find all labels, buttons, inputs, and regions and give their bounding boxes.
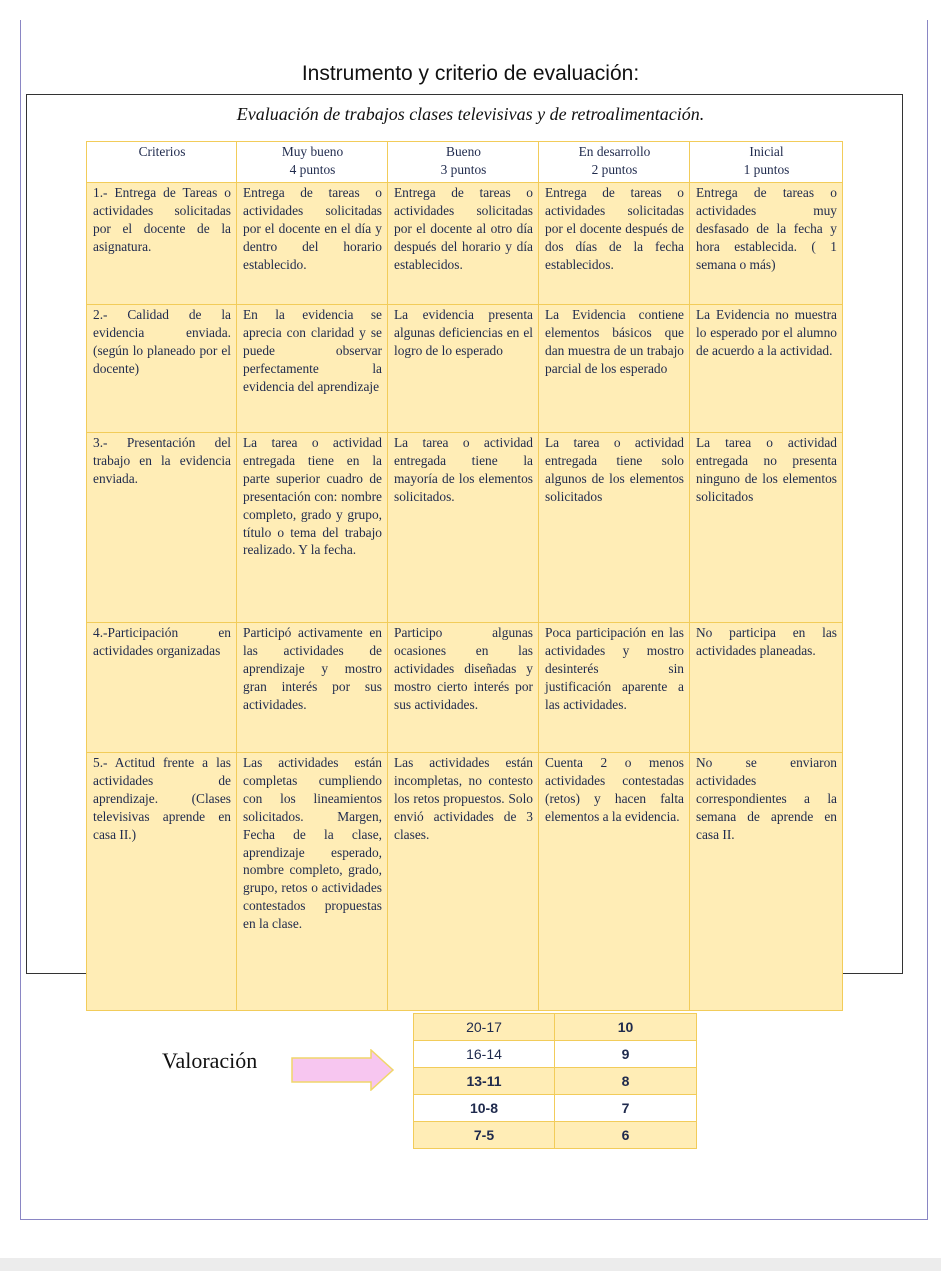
- scale-row: [414, 1014, 697, 1041]
- bueno-cell: Entrega de tareas o actividades solicitadas por el docente al otro día después del horario y día establecidos.: [388, 183, 539, 305]
- header-title: Muy bueno: [281, 144, 344, 159]
- bottom-strip: [0, 1258, 941, 1271]
- scale-grade: 10: [555, 1014, 697, 1041]
- header-en-desarrollo: [539, 142, 690, 183]
- scale-grade: 9: [555, 1041, 697, 1068]
- scale-range: 13-11: [414, 1068, 555, 1095]
- rubric-row: [87, 433, 843, 623]
- header-muy-bueno: [237, 142, 388, 183]
- muy-bueno-cell: La tarea o actividad entregada tiene en la parte superior cuadro de presentación con: nombre completo, grado y grupo, título o tema del trabajo realizado. Y la fecha.: [237, 433, 388, 623]
- criterion-cell: 3.- Presentación del trabajo en la evidencia enviada.: [87, 433, 237, 623]
- en-desarrollo-cell: Poca participación en las actividades y mostro desinterés sin justificación aparente a las actividades.: [539, 623, 690, 753]
- rubric-row: [87, 753, 843, 1011]
- header-inicial: [690, 142, 843, 183]
- rubric-row: [87, 623, 843, 753]
- header-title: Criterios: [138, 144, 186, 159]
- muy-bueno-cell: Las actividades están completas cumpliendo con los lineamientos solicitados. Margen, Fecha de la clase, aprendizaje esperado, nombre completo, grado, grupo, retos o actividades contestados propuestas en la clase.: [237, 753, 388, 1011]
- header-bueno: [388, 142, 539, 183]
- rubric-table: [86, 141, 843, 1011]
- inicial-cell: La tarea o actividad entregada no presenta ninguno de los elementos solicitados: [690, 433, 843, 623]
- criterion-cell: 5.- Actitud frente a las actividades de aprendizaje. (Clases televisivas aprende en casa II.): [87, 753, 237, 1011]
- muy-bueno-cell: Entrega de tareas o actividades solicitadas por el docente en el día y dentro del horario establecido.: [237, 183, 388, 305]
- scale-row: [414, 1122, 697, 1149]
- muy-bueno-cell: En la evidencia se aprecia con claridad y se puede observar perfectamente la evidencia del aprendizaje: [237, 305, 388, 433]
- right-arrow-icon: [291, 1049, 394, 1091]
- scale-range: 16-14: [414, 1041, 555, 1068]
- scale-grade: 8: [555, 1068, 697, 1095]
- rubric-header-row: [87, 142, 843, 183]
- header-criterios: [87, 142, 237, 183]
- scale-range: 10-8: [414, 1095, 555, 1122]
- inicial-cell: La Evidencia no muestra lo esperado por el alumno de acuerdo a la actividad.: [690, 305, 843, 433]
- bueno-cell: Participo algunas ocasiones en las actividades diseñadas y mostro cierto interés por sus actividades.: [388, 623, 539, 753]
- criterion-cell: 4.-Participación en actividades organizadas: [87, 623, 237, 753]
- muy-bueno-cell: Participó activamente en las actividades de aprendizaje y mostro gran interés por sus actividades.: [237, 623, 388, 753]
- rubric-row: [87, 183, 843, 305]
- bueno-cell: Las actividades están incompletas, no contesto los retos propuestos. Solo envió actividades de 3 clases.: [388, 753, 539, 1011]
- header-points: 1 puntos: [743, 161, 790, 177]
- header-title: En desarrollo: [578, 144, 651, 159]
- en-desarrollo-cell: Cuenta 2 o menos actividades contestadas (retos) y hacen falta elementos a la evidencia.: [539, 753, 690, 1011]
- scale-row: [414, 1068, 697, 1095]
- scale-row: [414, 1041, 697, 1068]
- scale-grade: 6: [555, 1122, 697, 1149]
- bueno-cell: La tarea o actividad entregada tiene la mayoría de los elementos solicitados.: [388, 433, 539, 623]
- header-points: 2 puntos: [591, 161, 638, 177]
- rubric-subtitle: Evaluación de trabajos clases televisivas y de retroalimentación.: [236, 104, 705, 124]
- rubric-row: [87, 305, 843, 433]
- criterion-cell: 1.- Entrega de Tareas o actividades solicitadas por el docente de la asignatura.: [87, 183, 237, 305]
- scale-range: 7-5: [414, 1122, 555, 1149]
- valoracion-scale-table: [413, 1013, 697, 1149]
- header-title: Bueno: [446, 144, 481, 159]
- criterion-cell: 2.- Calidad de la evidencia enviada. (según lo planeado por el docente): [87, 305, 237, 433]
- scale-range: 20-17: [414, 1014, 555, 1041]
- inicial-cell: No se enviaron actividades correspondientes a la semana de aprende en casa II.: [690, 753, 843, 1011]
- scale-row: [414, 1095, 697, 1122]
- inicial-cell: No participa en las actividades planeadas.: [690, 623, 843, 753]
- en-desarrollo-cell: La Evidencia contiene elementos básicos que dan muestra de un trabajo parcial de los esperado: [539, 305, 690, 433]
- en-desarrollo-cell: La tarea o actividad entregada tiene solo algunos de los elementos solicitados: [539, 433, 690, 623]
- header-points: 3 puntos: [440, 161, 487, 177]
- document-heading: Instrumento y criterio de evaluación:: [301, 62, 640, 85]
- bueno-cell: La evidencia presenta algunas deficiencias en el logro de lo esperado: [388, 305, 539, 433]
- scale-grade: 7: [555, 1095, 697, 1122]
- header-title: Inicial: [749, 144, 784, 159]
- header-points: 4 puntos: [289, 161, 336, 177]
- en-desarrollo-cell: Entrega de tareas o actividades solicitadas por el docente después de dos días de la fecha establecidos.: [539, 183, 690, 305]
- valoracion-label: Valoración: [162, 1048, 258, 1073]
- inicial-cell: Entrega de tareas o actividades muy desfasado de la fecha y hora establecida. ( 1 semana o más): [690, 183, 843, 305]
